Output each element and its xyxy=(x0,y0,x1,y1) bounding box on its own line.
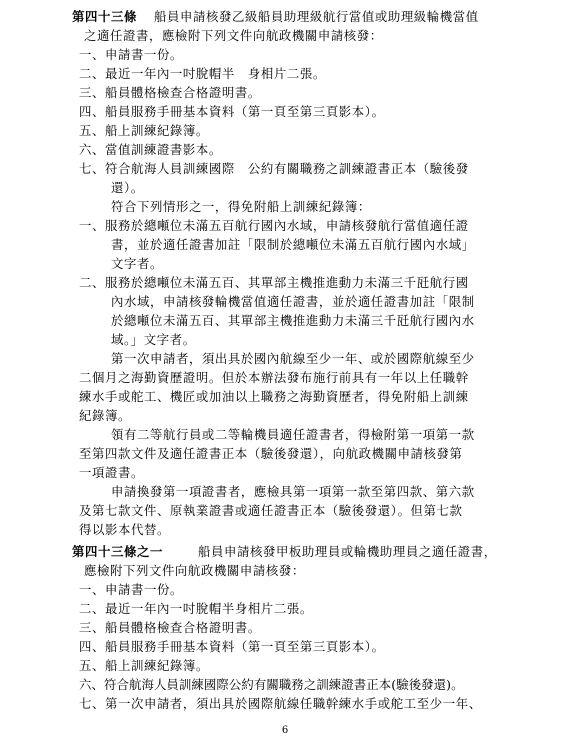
article-43-1-intro-line-1: 船員申請核發甲板助理員或輪機助理員之適任證書， xyxy=(198,544,497,559)
article-43-item-2: 二、最近一年內一吋脫帽半 身相片二張。 xyxy=(79,66,326,81)
exemption-2-line-2: 內水域，申請核發輪機當值適任證書，並於適任證書加註「限制 xyxy=(111,294,475,309)
article-43-1-item-4: 四、船員服務手冊基本資料（第一頁至第三頁影本）。 xyxy=(79,639,385,654)
paragraph-3-line-1: 申請換發第一項證書者，應檢具第一項第一款至第四款、第六款 xyxy=(111,484,475,499)
article-43-1-intro-line-2: 應檢附下列文件向航政機關申請核發： xyxy=(84,563,305,578)
article-43-1-item-1: 一、申請書一份。 xyxy=(79,582,183,597)
article-43-item-1: 一、申請書一份。 xyxy=(79,47,183,62)
exemption-1-line-2: 書，並於適任證書加註「限制於總噸位未滿五百航行國內水域」 xyxy=(111,237,475,252)
exemption-2-line-1: 二、服務於總噸位未滿五百、其單部主機推進動力未滿三千瓩航行國 xyxy=(79,275,469,290)
paragraph-3-line-3: 得以影本代替。 xyxy=(79,522,170,537)
article-43-item-6: 六、當值訓練證書影本。 xyxy=(79,142,222,157)
article-43-heading: 第四十三條 xyxy=(72,9,137,24)
paragraph-2-line-1: 領有二等航行員或二等輪機員適任證書者，得檢附第一項第一款 xyxy=(111,427,475,442)
article-43-item-7-continued: 還）。 xyxy=(111,180,144,195)
article-43-1-item-5: 五、船上訓練紀錄簿。 xyxy=(79,658,209,673)
exemption-2-line-3: 於總噸位未滿五百、其單部主機推進動力未滿三千瓩航行國內水 xyxy=(111,313,475,328)
article-43-1-heading: 第四十三條之一 xyxy=(72,544,163,559)
article-43-1-item-7: 七、第一次申請者，須出具於國際航線任職幹練水手或舵工至少一年、 xyxy=(79,696,482,711)
exemption-intro: 符合下列情形之一，得免附船上訓練紀錄簿： xyxy=(111,199,371,214)
paragraph-3-line-2: 及第七款文件、原執業證書或適任證書正本（驗後發還）。但第七款 xyxy=(79,503,463,518)
article-43-1-item-6: 六、符合航海人員訓練國際公約有關職務之訓練證書正本(驗後發還)。 xyxy=(79,677,464,692)
article-43-item-3: 三、船員體格檢查合格證明書。 xyxy=(79,85,261,100)
article-43-intro-line-2: 之適任證書，應檢附下列文件向航政機關申請核發： xyxy=(84,28,383,43)
page-number: 6 xyxy=(281,725,289,736)
exemption-1-line-1: 一、服務於總噸位未滿五百航行國內水域，申請核發航行當值適任證 xyxy=(79,218,469,233)
paragraph-1-line-3: 練水手或舵工、機匠或加油以上職務之海勤資歷者，得免附船上訓練 xyxy=(79,389,469,404)
article-43-1-item-3: 三、船員體格檢查合格證明書。 xyxy=(79,620,261,635)
exemption-1-line-3: 文字者。 xyxy=(111,256,163,271)
paragraph-1-line-2: 二個月之海勤資歷證明。但於本辦法發布施行前具有一年以上任職幹 xyxy=(79,370,469,385)
paragraph-1-line-4: 紀錄簿。 xyxy=(79,408,131,423)
paragraph-1-line-1: 第一次申請者，須出具於國內航線至少一年、或於國際航線至少 xyxy=(111,351,475,366)
article-43-item-4: 四、船員服務手冊基本資料（第一頁至第三頁影本）。 xyxy=(79,104,385,119)
article-43-intro-line-1: 船員申請核發乙級船員助理級航行當值或助理級輪機當值 xyxy=(154,9,479,24)
article-43-1-item-2: 二、最近一年內一吋脫帽半身相片二張。 xyxy=(79,601,313,616)
article-43-item-5: 五、船上訓練紀錄簿。 xyxy=(79,123,209,138)
exemption-2-line-4: 域。」文字者。 xyxy=(111,332,196,347)
paragraph-2-line-2: 至第四款文件及適任證書正本（驗後發還），向航政機關申請核發第 xyxy=(79,446,463,461)
article-43-item-7: 七、符合航海人員訓練國際 公約有關職務之訓練證書正本（驗後發 xyxy=(79,161,469,176)
paragraph-2-line-3: 一項證書。 xyxy=(79,465,144,480)
